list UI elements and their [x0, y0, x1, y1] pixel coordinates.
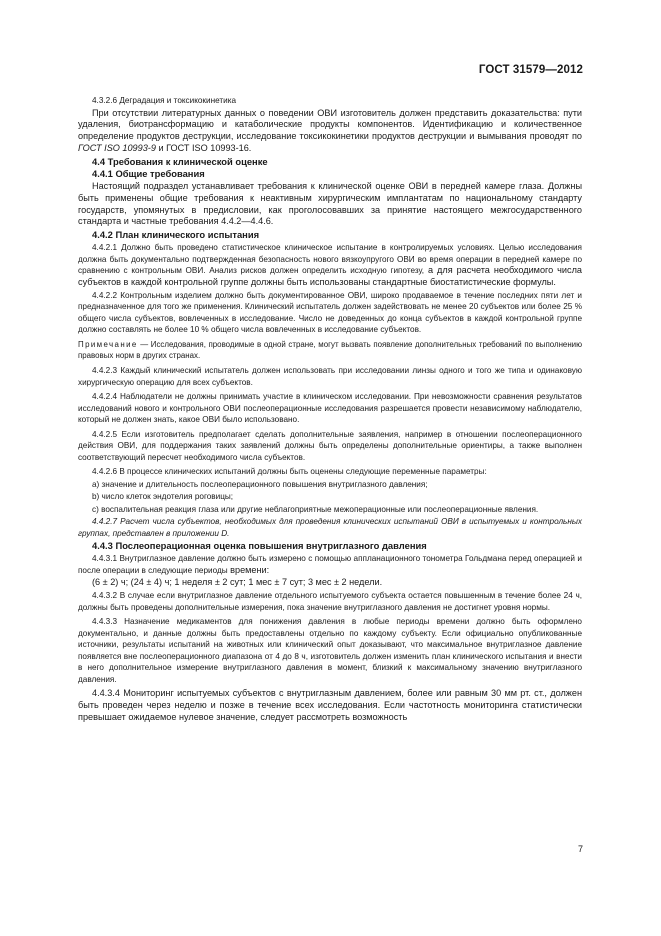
note-paragraph: Примечание — Исследования, проводимые в одной стране, могут вызвать появление дополнительных требований по выполнению правовых норм в других странах. [78, 339, 582, 360]
paragraph-4-4-3-3: 4.4.3.3 Назначение медикаментов для понижения давления в любые периоды времени должно быть оформлено документально, и данные должны быть предоставлены отдельно по каждому субъекту. Если официально опубликованные источники, результаты испытаний на животных или клинический опыт доказывают, что максимальное внутриглазное давление появляется вне послеоперационного диапазона от 4 до 8 ч, изготовитель должен изменить план клинического испытания и внести в него дополнительное измерение внутриглазного давления в момент, близкий к максимальному значению внутриглазного давления. [78, 617, 582, 684]
paragraph-4-4-2-4: 4.4.2.4 Наблюдатели не должны принимать участие в клиническом исследовании. При невозможности сравнения результатов исследований нового и контрольного ОВИ послеоперационные исследования разрешается провести независимому наблюдателю, который не должен знать, какое ОВИ было использовано. [78, 392, 582, 425]
note-label: Примечание [78, 339, 138, 349]
paragraph-4-3-2-6: При отсутствии литературных данных о поведении ОВИ изготовитель должен представить доказательства: пути удаления, биотрансформацию и катаболические продукты компонентов. Идентификацию и количественное определение продуктов деструкции, исследование токсикокинетики продуктов деструкции и вымывания проводят по ГОСТ ISO 10993-9 и ГОСТ ISO 10993-16. [78, 107, 582, 153]
heading-4-4-1: 4.4.1 Общие требования [92, 168, 205, 180]
heading-4-4-3: 4.4.3 Послеоперационная оценка повышения внутриглазного давления [92, 540, 427, 552]
paragraph-4-4-2-7: 4.4.2.7 Расчет числа субъектов, необходимых для проведения клинических испытаний ОВИ в испытуемых и контрольных группах, представлен в приложении D. [78, 517, 582, 538]
paragraph-4-4-2-5: 4.4.2.5 Если изготовитель предполагает сделать дополнительные заявления, например в отношении послеоперационного действия ОВИ, для поддержания таких заявлений должны быть определены дополнительные ориентиры, а также выполнен соответствующий пересчет необходимого числа субъектов. [78, 429, 582, 462]
paragraph-4-4-2-3: 4.4.2.3 Каждый клинический испытатель должен использовать при исследовании линзы одного и того же типа и одинаковую хирургическую операцию для всех субъектов. [78, 366, 582, 387]
document-body [78, 95, 582, 724]
heading-4-3-2-6: 4.3.2.6 Деградация и токсикокинетика [92, 96, 237, 105]
paragraph-4-4-3-1: 4.4.3.1 Внутриглазное давление должно быть измерено с помощью аппланационного тонометра Гольдмана перед операцией и после операции в следующие периоды времени: [78, 553, 582, 575]
standard-code-header: ГОСТ 31579—2012 [478, 64, 583, 76]
paragraph-4-4-2-1: 4.4.2.1 Должно быть проведено статистическое клиническое испытание в контролируемых условиях. Целью исследования должна быть документально подтвержденная безопасность нового вязкоупругого ОВИ во время операции в передней камере по сравнению с контрольным ОВИ. Анализ рисков должен определить исходную гипотезу, а для расчета необходимого числа субъектов в каждой контрольной группе должны быть использованы стандартные биостатистические формулы. [78, 242, 582, 287]
measurement-periods: (6 ± 2) ч; (24 ± 4) ч; 1 неделя ± 2 сут; 1 мес ± 7 сут; 3 мес ± 2 недели. [92, 577, 383, 588]
paragraph-4-4-1: Настоящий подраздел устанавливает требования к клинической оценке ОВИ в передней камере глаза. Должны быть применены общие требования к неактивным хирургическим имплантатам по национальному стандарту государств, упомянутых в предисловии, как проголосовавших за принятие настоящего межгосударственного стандарта и частные требования 4.4.2—4.4.6. [78, 181, 582, 227]
heading-4-4: 4.4 Требования к клинической оценке [92, 155, 268, 167]
list-item-c: c) воспалительная реакция глаза или другие неблагоприятные межоперационные или послеоперационные явления. [92, 504, 539, 514]
paragraph-4-4-3-2: 4.4.3.2 В случае если внутриглазное давление отдельного испытуемого субъекта остается повышенным в течение более 24 ч, должны быть проведены дополнительные измерения, пока значение внутриглазного давления не достигнет уровня нормы. [78, 591, 582, 612]
list-item-b: b) число клеток эндотелия роговицы; [92, 492, 234, 502]
list-item-a: a) значение и длительность послеоперационного повышения внутриглазного давления; [92, 479, 428, 489]
paragraph-4-4-3-4: 4.4.3.4 Мониторинг испытуемых субъектов с внутриглазным давлением, более или равным 30 мм рт. ст., должен быть проведен через неделю и позже в течение всех исследования. Если частотность мониторинга статистически превышает ожидаемое нулевое значение, следует рассмотреть возможность [78, 688, 582, 722]
reference-gost-iso-10993-9: ГОСТ ISO 10993-9 [78, 142, 156, 153]
page-number: 7 [577, 844, 583, 854]
paragraph-4-4-2-2: 4.4.2.2 Контрольным изделием должно быть документированное ОВИ, широко продаваемое в течение последних пяти лет и предназначенное для того же применения. Клинический испытатель должен задействовать не менее 20 субъектов или более 25 % общего числа субъектов, вовлеченных в исследование. Число не доведенных до конца субъектов в каждой контрольной группе должно составлять не более 10 % общего числа вовлеченных в исследование субъектов. [78, 290, 582, 335]
paragraph-4-4-2-6: 4.4.2.6 В процессе клинических испытаний должны быть оценены следующие переменные параметры: [92, 467, 487, 477]
heading-4-4-2: 4.4.2 План клинического испытания [92, 229, 260, 240]
